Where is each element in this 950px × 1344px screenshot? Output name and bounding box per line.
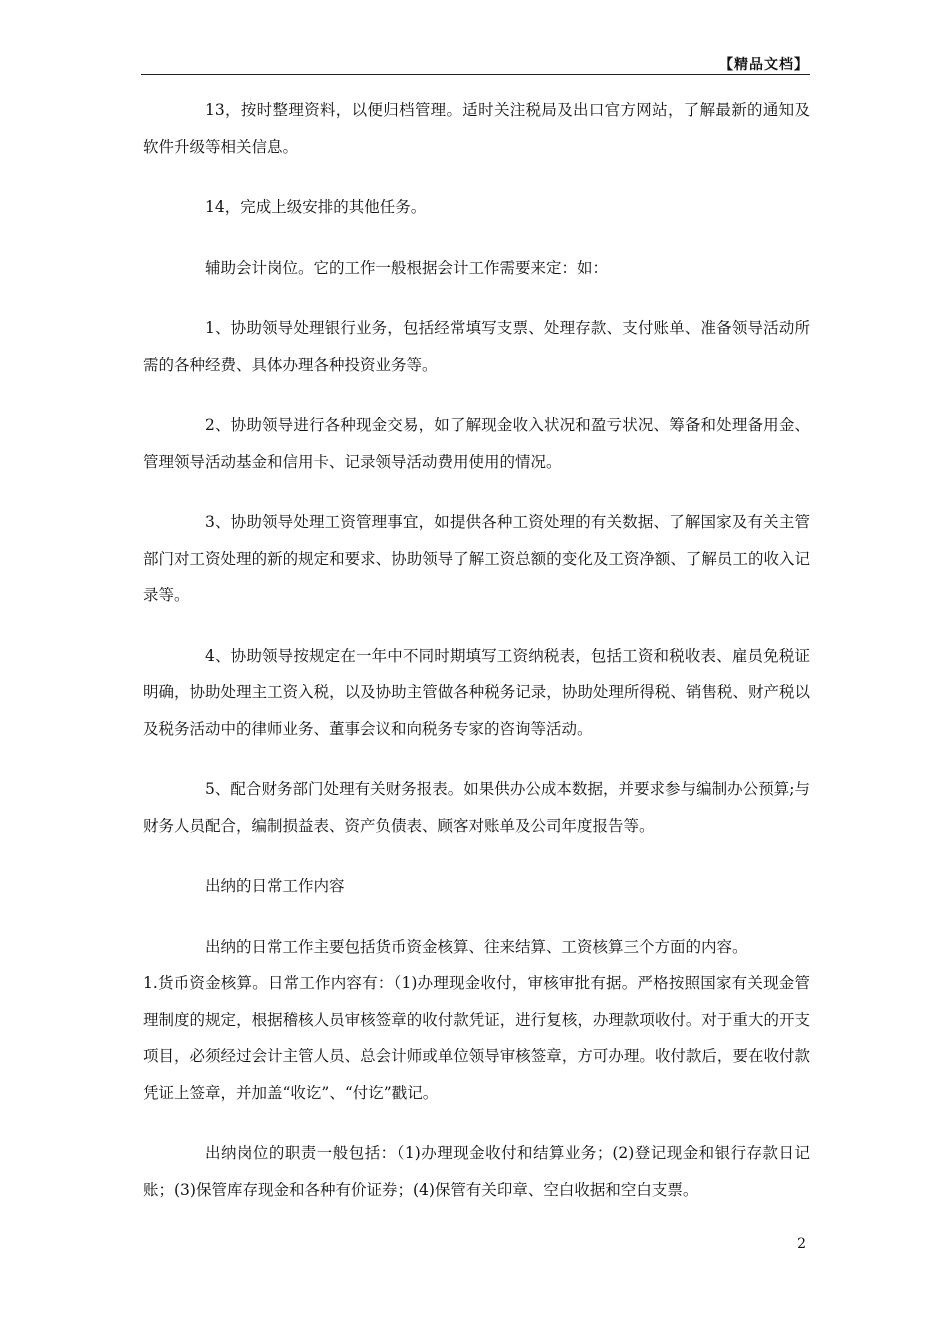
page-number: 2 xyxy=(797,1236,806,1252)
paragraph-duty-2: 2、协助领导进行各种现金交易，如了解现金收入状况和盈亏状况、筹备和处理备用金、管理领导活动基金和信用卡、记录领导活动费用使用的情况。 xyxy=(143,416,810,471)
header-divider xyxy=(141,74,810,75)
paragraph-duty-3: 3、协助领导处理工资管理事宜，如提供各种工资处理的有关数据、了解国家及有关主管部门对工资处理的新的规定和要求、协助领导了解工资总额的变化及工资净额、了解员工的收入记录等。 xyxy=(143,513,810,604)
paragraph-duty-5: 5、配合财务部门处理有关财务报表。如果供办公成本数据，并要求参与编制办公预算;与财务人员配合，编制损益表、资产负债表、顾客对账单及公司年度报告等。 xyxy=(143,780,810,835)
section-heading-cashier-daily-work: 出纳的日常工作内容 xyxy=(205,877,345,895)
paragraph-duty-1: 1、协助领导处理银行业务，包括经常填写支票、处理存款、支付账单、准备领导活动所需的各种经费、具体办理各种投资业务等。 xyxy=(143,319,810,374)
document-header-tag: 【精品文档】 xyxy=(719,57,809,73)
paragraph-item-13: 13，按时整理资料，以便归档管理。适时关注税局及出口官方网站，了解最新的通知及软件升级等相关信息。 xyxy=(143,101,810,156)
paragraph-assistant-accounting-intro: 辅助会计岗位。它的工作一般根据会计工作需要来定：如： xyxy=(205,258,609,277)
paragraph-item-14: 14，完成上级安排的其他任务。 xyxy=(205,198,427,216)
paragraph-cash-fund-accounting: 1.货币资金核算。日常工作内容有：（1)办理现金收付，审核审批有据。严格按照国家有关现金管理制度的规定，根据稽核人员审核签章的收付款凭证，进行复核，办理款项收付。对于重大的开支项目，必须经过会计主管人员、总会计师或单位领导审核签章，方可办理。收付款后，要在收付款凭证上签章，并加盖“收讫”、“付讫”戳记。 xyxy=(143,974,810,1102)
paragraph-cashier-responsibilities: 出纳岗位的职责一般包括：（1)办理现金收付和结算业务；(2)登记现金和银行存款日记账；(3)保管库存现金和各种有价证券；(4)保管有关印章、空白收据和空白支票。 xyxy=(143,1144,810,1199)
document-body xyxy=(143,92,810,1232)
paragraph-duty-4: 4、协助领导按规定在一年中不同时期填写工资纳税表，包括工资和税收表、雇员免税证明确，协助处理主工资入税，以及协助主管做各种税务记录，协助处理所得税、销售税、财产税以及税务活动中的律师业务、董事会议和向税务专家的咨询等活动。 xyxy=(143,646,810,738)
paragraph-cashier-overview: 出纳的日常工作主要包括货币资金核算、往来结算、工资核算三个方面的内容。 xyxy=(205,937,748,956)
